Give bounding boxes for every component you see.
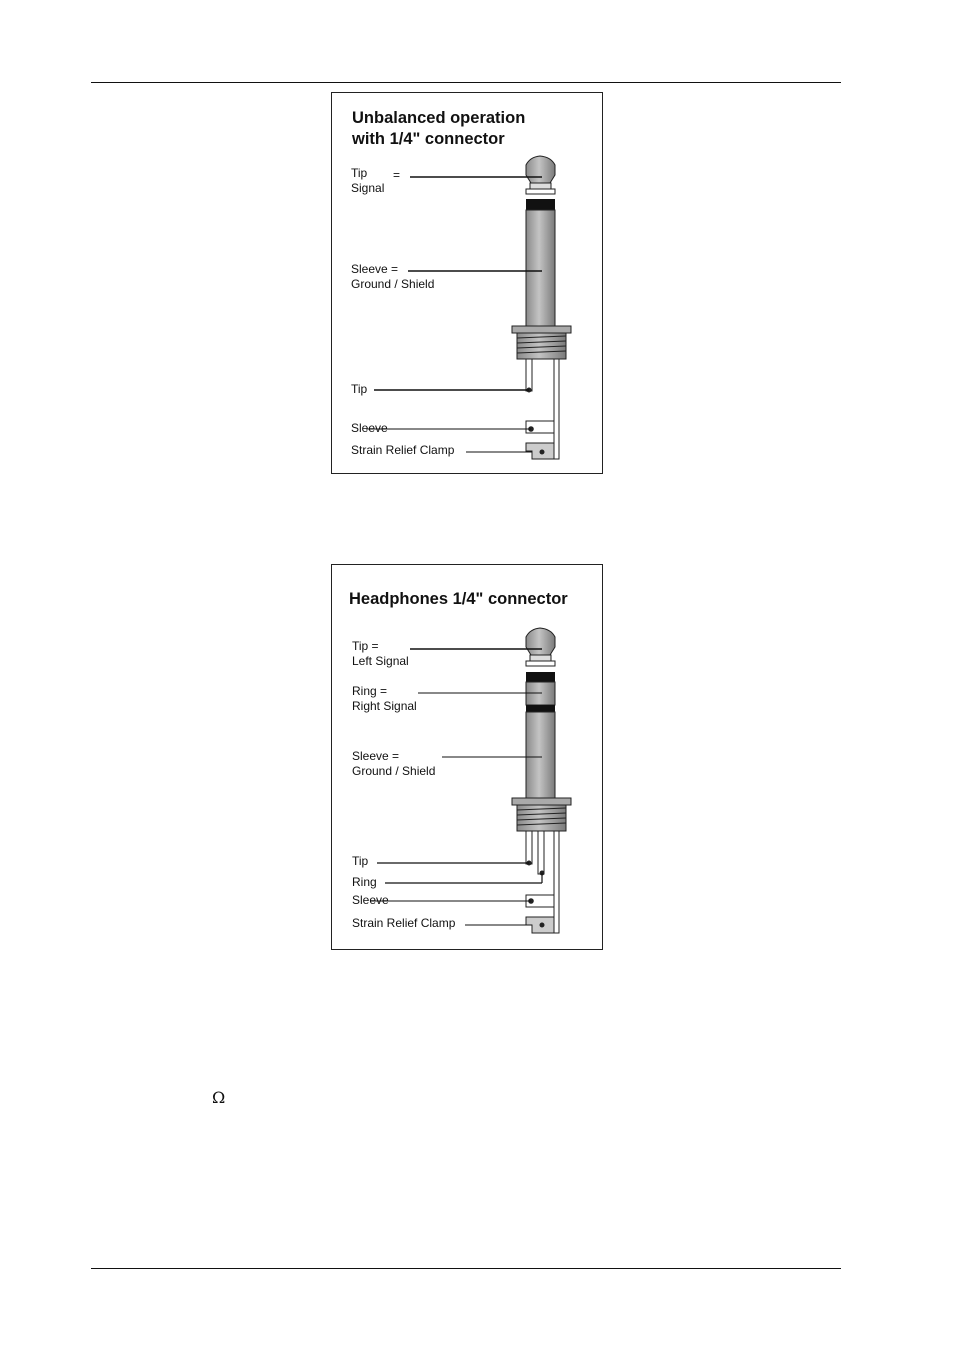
headphones-clamp-label: Strain Relief Clamp bbox=[352, 916, 456, 930]
plug-insulator bbox=[526, 189, 555, 194]
headphones-tip-label: Tip = bbox=[352, 639, 379, 653]
plug-neck bbox=[530, 655, 551, 661]
headphones-ring-callout bbox=[352, 684, 417, 714]
plug-tip bbox=[526, 628, 555, 655]
headphones-wire-tip-label: Tip bbox=[352, 854, 369, 868]
headphones-sleeve-label: Sleeve = bbox=[352, 749, 400, 763]
plug-neck bbox=[530, 183, 551, 189]
headphones-sleeve-desc: Ground / Shield bbox=[352, 764, 436, 778]
plug-collar bbox=[512, 798, 571, 805]
plug-collar bbox=[512, 326, 571, 333]
unbalanced-tip-label: Tip bbox=[351, 166, 368, 180]
footer-rule bbox=[91, 1268, 841, 1269]
plug-tip bbox=[526, 156, 555, 183]
plug-sleeve bbox=[526, 712, 555, 798]
unbalanced-wire-tip-label: Tip bbox=[351, 382, 368, 396]
plug-insulator-band bbox=[526, 199, 555, 210]
headphones-ring-desc: Right Signal bbox=[352, 699, 417, 713]
headphones-title: Headphones 1/4" connector bbox=[349, 590, 568, 608]
header-rule bbox=[91, 82, 841, 83]
unbalanced-tip-callout bbox=[351, 166, 384, 196]
wire-tip-lug bbox=[526, 831, 532, 864]
headphones-ring-label: Ring = bbox=[352, 684, 388, 698]
plug-insulator-band bbox=[526, 672, 555, 682]
unbalanced-tip-equals: = bbox=[393, 168, 401, 182]
unbalanced-connector-diagram bbox=[331, 92, 603, 474]
ohm-symbol: Ω bbox=[212, 1088, 226, 1107]
unbalanced-sleeve-desc: Ground / Shield bbox=[351, 277, 435, 291]
unbalanced-tip-desc: Signal bbox=[351, 181, 385, 195]
unbalanced-title-line2: with 1/4" connector bbox=[352, 130, 505, 148]
headphones-tip-callout bbox=[352, 639, 409, 669]
headphones-sleeve-callout bbox=[352, 749, 435, 779]
plug-sleeve bbox=[526, 210, 555, 326]
wire-tip-lug bbox=[526, 359, 532, 391]
unbalanced-wire-sleeve-label: Sleeve bbox=[351, 421, 388, 435]
wire-sleeve-lug bbox=[554, 831, 559, 933]
headphones-tip-desc: Left Signal bbox=[352, 654, 409, 668]
wire-ring-lug bbox=[538, 831, 544, 874]
wire-sleeve-lug bbox=[554, 359, 559, 459]
unbalanced-title-line1: Unbalanced operation bbox=[352, 109, 526, 127]
unbalanced-sleeve-label: Sleeve = bbox=[351, 262, 399, 276]
headphones-connector-diagram bbox=[331, 564, 603, 950]
unbalanced-sleeve-callout bbox=[351, 262, 434, 292]
unbalanced-clamp-label: Strain Relief Clamp bbox=[351, 443, 455, 457]
plug-insulator bbox=[526, 661, 555, 666]
headphones-wire-ring-label: Ring bbox=[352, 875, 377, 889]
headphones-wire-sleeve-label: Sleeve bbox=[352, 893, 389, 907]
plug-ring-insulator bbox=[526, 705, 555, 712]
